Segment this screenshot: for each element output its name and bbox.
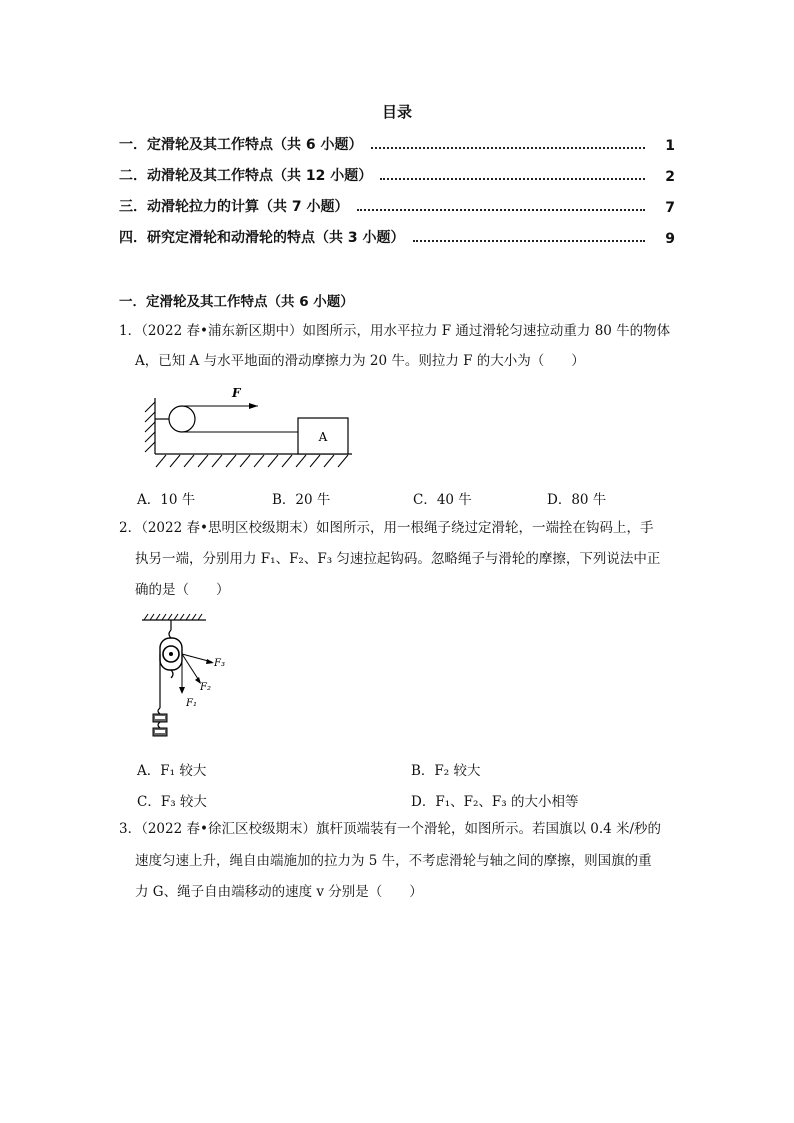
question-3-line: 速度匀速上升，绳自由端施加的拉力为 5 牛，不考虑滑轮与轴之间的摩擦，则国旗的重 [135, 853, 652, 869]
q2-option-b[interactable]: B．F₂ 较大 [411, 763, 481, 779]
question-2-line: 确的是（ ） [135, 582, 230, 598]
toc-leader-dots [413, 240, 646, 242]
toc-leader-dots [380, 178, 645, 180]
pulley [169, 406, 195, 432]
question-1-line: A，已知 A 与水平地面的滑动摩擦力为 20 牛。则拉力 F 的大小为（ ） [135, 353, 585, 369]
section-heading: 一．定滑轮及其工作特点（共 6 小题） [119, 294, 354, 310]
toc-leader-dots [371, 147, 646, 149]
question-1-figure [140, 384, 360, 468]
q2-option-c[interactable]: C．F₃ 较大 [137, 794, 207, 810]
toc-entry-page: 2 [665, 169, 675, 185]
question-2-line: 执另一端，分别用力 F₁、F₂、F₃ 匀速拉起钩码。忽略绳子与滑轮的摩擦，下列说法中正 [135, 551, 661, 567]
question-3-line: 力 G、绳子自由端移动的速度 v 分别是（ ） [135, 884, 423, 900]
question-2-line: 2．（2022 春•思明区校级期末）如图所示，用一根绳子绕过定滑轮，一端拴在钩码上，手 [119, 520, 654, 536]
block-label: A [318, 430, 328, 444]
toc-entry-title: 二．动滑轮及其工作特点（共 12 小题） [119, 168, 373, 184]
toc-leader-dots [357, 209, 646, 211]
toc-entry[interactable] [119, 134, 675, 154]
question-1-line: 1．（2022 春•浦东新区期中）如图所示，用水平拉力 F 通过滑轮匀速拉动重力 80 牛的物体 [119, 323, 671, 339]
toc-entry-title: 三．动滑轮拉力的计算（共 7 小题） [119, 199, 349, 215]
question-3-line: 3．（2022 春•徐汇区校级期末）旗杆顶端装有一个滑轮，如图所示。若国旗以 0.4 米/秒的 [119, 821, 662, 837]
force-label: F [232, 386, 241, 400]
toc-entry-page: 1 [665, 138, 675, 154]
force-f2-label: F₂ [200, 682, 211, 693]
toc-entry-title: 一．定滑轮及其工作特点（共 6 小题） [119, 137, 363, 153]
q1-option-d[interactable]: D．80 牛 [547, 492, 607, 508]
toc-entry-page: 9 [665, 231, 675, 247]
toc-entry-title: 四．研究定滑轮和动滑轮的特点（共 3 小题） [119, 230, 405, 246]
toc-entry[interactable] [119, 227, 675, 247]
question-2-figure [136, 612, 246, 746]
q2-option-d[interactable]: D．F₁、F₂、F₃ 的大小相等 [411, 794, 579, 810]
q1-option-a[interactable]: A．10 牛 [137, 492, 196, 508]
force-f3-label: F₃ [214, 658, 225, 669]
toc-entry[interactable] [119, 165, 675, 185]
toc-title: 目录 [381, 103, 412, 121]
q1-option-c[interactable]: C．40 牛 [413, 492, 472, 508]
toc-entry[interactable] [119, 196, 675, 216]
force-f1-label: F₁ [186, 698, 197, 709]
q2-option-a[interactable]: A．F₁ 较大 [137, 763, 207, 779]
toc-entry-page: 7 [665, 200, 675, 216]
q1-option-b[interactable]: B．20 牛 [272, 492, 331, 508]
